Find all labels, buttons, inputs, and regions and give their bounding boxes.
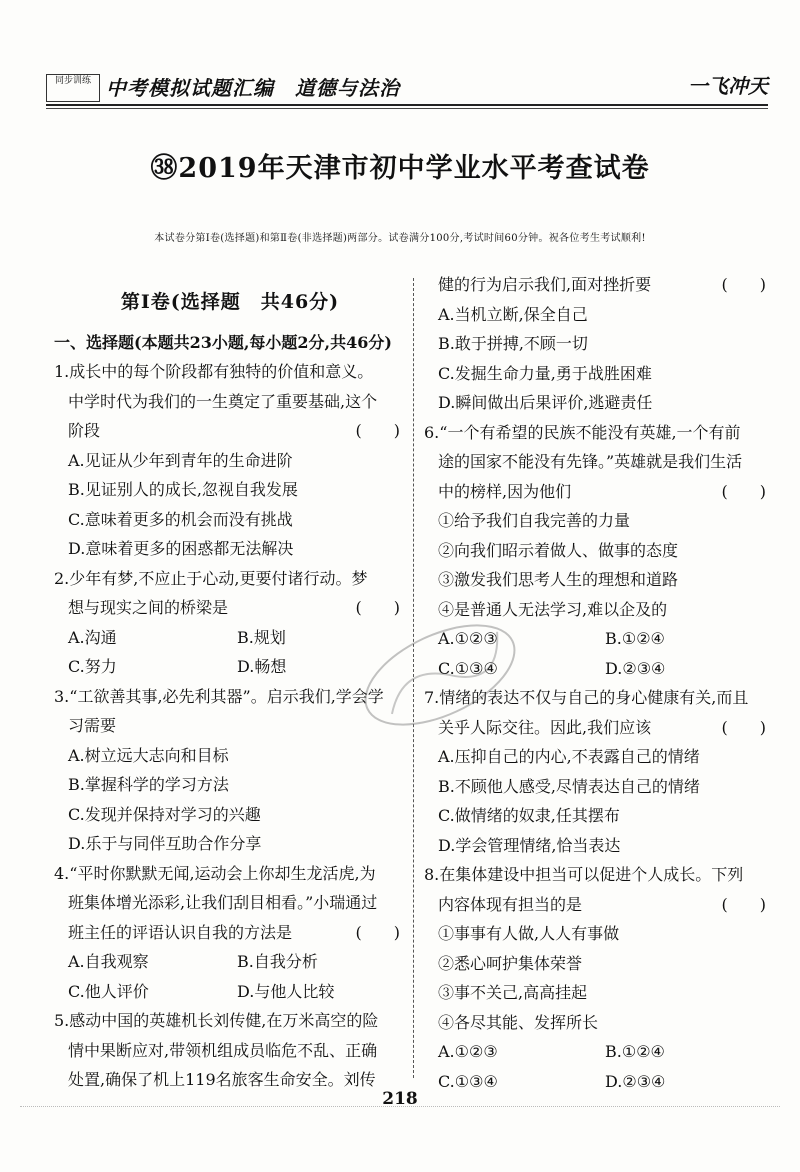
statement-item: ②向我们昭示着做人、做事的态度 [438, 540, 679, 560]
options-row [54, 977, 406, 1007]
statement-item: ③激发我们思考人生的理想和道路 [438, 570, 679, 589]
option-d: D.②③④ [605, 658, 666, 678]
option-a: A.当机立断,保全自己 [438, 304, 588, 324]
answer-bracket[interactable]: ( ) [721, 894, 766, 914]
page-header [46, 66, 768, 104]
option-a: A.见证从少年到青年的生命进阶 [68, 450, 293, 470]
question-line: 5.感动中国的英雄机长刘传健,在万米高空的险 [54, 1011, 379, 1030]
question-5-continued [424, 270, 772, 418]
question-line: 4.“平时你默默无闻,运动会上你却生龙活虎,为 [54, 863, 376, 883]
question-line: 关乎人际交往。因此,我们应该 ( ) [424, 713, 772, 743]
exam-title: ㊳2019年天津市初中学业水平考查试卷 [150, 153, 650, 184]
options-row [54, 947, 406, 977]
statement-item: ②悉心呵护集体荣誉 [438, 953, 583, 973]
statement-item: ①事事有人做,人人有事做 [438, 924, 620, 943]
option-d: D.②③④ [605, 1071, 666, 1091]
question-line: 处置,确保了机上119名旅客生命安全。刘传 [68, 1070, 376, 1089]
header-brand: 一飞冲天 [688, 74, 768, 98]
option-c: C.发现并保持对学习的兴趣 [68, 804, 261, 824]
options-row [424, 1037, 772, 1067]
option-a: A.①②③ [438, 629, 498, 648]
question-line: 1.成长中的每个阶段都有独特的价值和意义。 [54, 362, 374, 381]
scan-noise-line [20, 1106, 780, 1108]
option-b: B.不顾他人感受,尽情表达自己的情绪 [438, 776, 700, 796]
question-5 [54, 1006, 406, 1095]
option-c: C.①③④ [438, 1071, 498, 1091]
question-line: 8.在集体建设中担当可以促进个人成长。下列 [424, 865, 744, 884]
answer-bracket[interactable]: ( ) [721, 275, 766, 294]
section-title: 第Ⅰ卷(选择题 共46分) [120, 291, 340, 313]
statement-item: ③事不关己,高高挂起 [438, 983, 588, 1002]
option-a: A.树立远大志向和目标 [68, 745, 229, 765]
option-c: C.他人评价 [68, 981, 149, 1001]
question-line: 内容体现有担当的是 ( ) [424, 890, 772, 920]
option-c: C.发掘生命力量,勇于战胜困难 [438, 363, 652, 383]
answer-bracket[interactable]: ( ) [721, 717, 766, 737]
option-a: A.压抑自己的内心,不表露自己的情绪 [438, 747, 700, 766]
question-line: 6.“一个有希望的民族不能没有英雄,一个有前 [424, 422, 741, 442]
question-3 [54, 682, 406, 859]
option-d: D.畅想 [237, 657, 287, 676]
statement-item: ④各尽其能、发挥所长 [438, 1012, 599, 1032]
question-line: 想与现实之间的桥梁是 ( ) [54, 593, 406, 623]
statement-item: ④是普通人无法学习,难以企及的 [438, 599, 668, 619]
option-c: C.努力 [68, 657, 117, 676]
question-4 [54, 859, 406, 1007]
answer-bracket[interactable]: ( ) [355, 421, 400, 440]
question-line: 班主任的评语认识自我的方法是 ( ) [54, 918, 406, 948]
option-b: B.①②④ [605, 629, 665, 648]
option-a: A.①②③ [438, 1042, 498, 1061]
answer-bracket[interactable]: ( ) [721, 481, 766, 501]
question-line: 班集体增光添彩,让我们刮目相看。”小瑞通过 [68, 893, 378, 912]
section-heading: 一、选择题(本题共23小题,每小题2分,共46分) [54, 332, 392, 352]
option-a: A.沟通 [68, 627, 117, 647]
question-line: 阶段 ( ) [54, 416, 406, 446]
option-c: C.意味着更多的机会而没有挑战 [68, 509, 293, 529]
option-b: B.①②④ [605, 1042, 665, 1061]
question-line: 途的国家不能没有先锋。”英雄就是我们生活 [438, 452, 743, 471]
question-line: 中的榜样,因为他们 ( ) [424, 477, 772, 507]
question-line: 中学时代为我们的一生奠定了重要基础,这个 [68, 391, 378, 411]
answer-bracket[interactable]: ( ) [355, 922, 400, 942]
option-d: D.意味着更多的困惑都无法解决 [68, 539, 294, 558]
question-line: 3.“工欲善其事,必先利其器”。启示我们,学会学 [54, 686, 384, 706]
option-c: C.①③④ [438, 658, 498, 678]
question-line: 情中果断应对,带领机组成员临危不乱、正确 [68, 1040, 378, 1060]
option-d: D.乐于与同伴互助合作分享 [68, 834, 262, 853]
option-b: B.自我分析 [237, 952, 318, 971]
option-b: B.见证别人的成长,忽视自我发展 [68, 480, 298, 499]
header-book-title: 中考模拟试题汇编 道德与法治 [106, 76, 400, 100]
options-row [54, 623, 406, 653]
series-logo: 同步训练 [46, 74, 100, 102]
header-rule-thin [46, 108, 768, 109]
option-b: B.敢于拼搏,不顾一切 [438, 334, 588, 353]
question-line: 习需要 [68, 716, 117, 735]
answer-bracket[interactable]: ( ) [355, 598, 400, 617]
option-d: D.学会管理情绪,恰当表达 [438, 835, 621, 855]
question-line: 2.少年有梦,不应止于心动,更要付诸行动。梦 [54, 568, 368, 588]
option-d: D.与他人比较 [237, 981, 335, 1001]
question-8 [424, 860, 772, 1096]
page-number: 218 [382, 1089, 418, 1109]
question-1 [54, 357, 406, 564]
header-rule [46, 104, 768, 106]
exam-instructions: 本试卷分第Ⅰ卷(选择题)和第Ⅱ卷(非选择题)两部分。试卷满分100分,考试时间60分钟。祝各位考生考试顺利! [154, 233, 646, 244]
option-c: C.做情绪的奴隶,任其摆布 [438, 806, 620, 825]
option-b: B.规划 [237, 627, 286, 647]
option-a: A.自我观察 [68, 952, 149, 971]
question-line: 7.情绪的表达不仅与自己的身心健康有关,而且 [424, 688, 749, 707]
question-line: 健的行为启示我们,面对挫折要 ( ) [424, 270, 772, 300]
option-d: D.瞬间做出后果评价,逃避责任 [438, 393, 653, 412]
statement-item: ①给予我们自我完善的力量 [438, 511, 631, 530]
option-b: B.掌握科学的学习方法 [68, 775, 229, 794]
